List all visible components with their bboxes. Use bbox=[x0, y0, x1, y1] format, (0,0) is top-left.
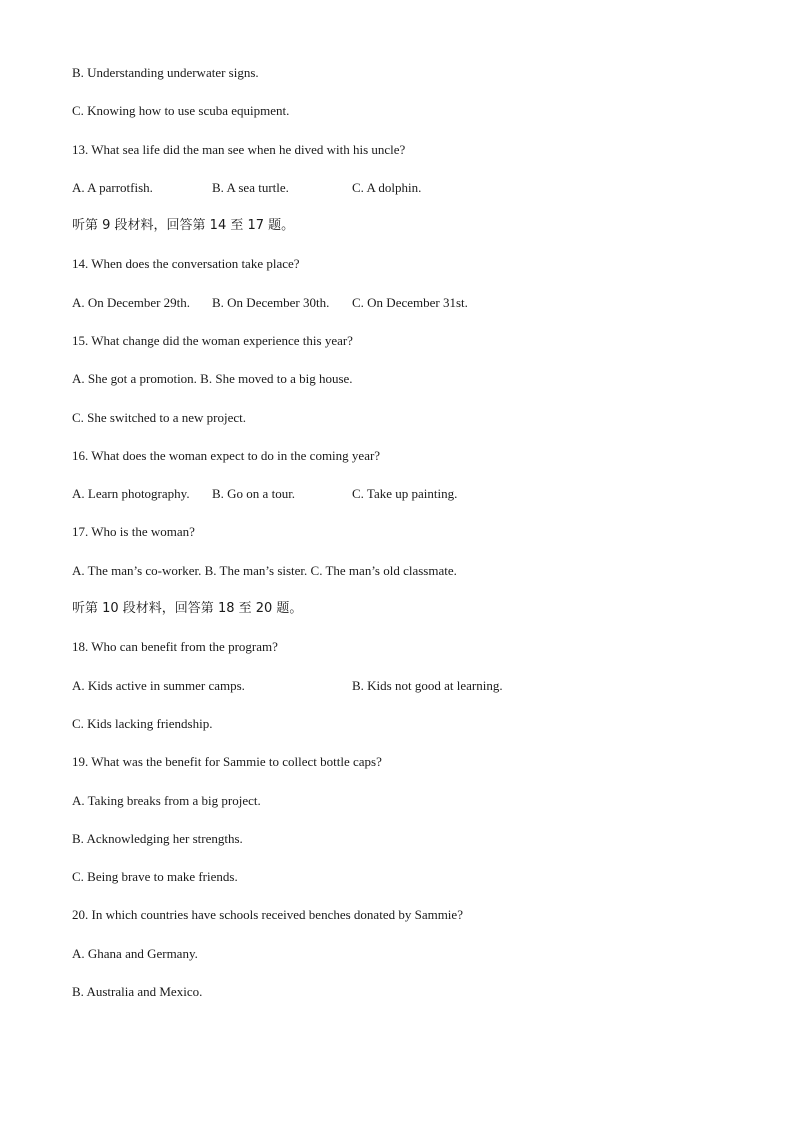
q19-option-a: A. Taking breaks from a big project. bbox=[72, 793, 261, 808]
question-14: 14. When does the conversation take place? bbox=[72, 256, 300, 271]
question-19: 19. What was the benefit for Sammie to collect bottle caps? bbox=[72, 754, 382, 769]
question-17: 17. Who is the woman? bbox=[72, 524, 195, 539]
question-15: 15. What change did the woman experience this year? bbox=[72, 333, 353, 348]
q12-option-c: C. Knowing how to use scuba equipment. bbox=[72, 103, 290, 118]
q20-option-a: A. Ghana and Germany. bbox=[72, 946, 198, 961]
q18-option-b: B. Kids not good at learning. bbox=[352, 678, 503, 693]
q16-option-b: B. Go on a tour. bbox=[212, 486, 296, 501]
section-9-instruction: 听第 9 段材料，回答第 14 至 17 题。 bbox=[72, 218, 295, 233]
q20-option-b: B. Australia and Mexico. bbox=[72, 984, 203, 999]
question-18: 18. Who can benefit from the program? bbox=[72, 639, 278, 654]
q14-option-c: C. On December 31st. bbox=[352, 295, 468, 310]
q18-option-c: C. Kids lacking friendship. bbox=[72, 716, 213, 731]
section-10-instruction: 听第 10 段材料，回答第 18 至 20 题。 bbox=[72, 601, 303, 616]
q17-options: A. The man’s co-worker. B. The man’s sister. C. The man’s old classmate. bbox=[72, 563, 457, 578]
q13-option-b: B. A sea turtle. bbox=[212, 180, 289, 195]
q18-option-a: A. Kids active in summer camps. bbox=[72, 678, 245, 693]
q15-options-a-b: A. She got a promotion. B. She moved to a big house. bbox=[72, 371, 353, 386]
question-13: 13. What sea life did the man see when he dived with his uncle? bbox=[72, 142, 406, 157]
q15-option-c: C. She switched to a new project. bbox=[72, 410, 247, 425]
q12-option-b: B. Understanding underwater signs. bbox=[72, 65, 259, 80]
question-20: 20. In which countries have schools received benches donated by Sammie? bbox=[72, 907, 463, 922]
q16-option-c: C. Take up painting. bbox=[352, 486, 458, 501]
q14-option-a: A. On December 29th. bbox=[72, 295, 191, 310]
q13-option-c: C. A dolphin. bbox=[352, 180, 422, 195]
q19-option-b: B. Acknowledging her strengths. bbox=[72, 831, 243, 846]
question-16: 16. What does the woman expect to do in the coming year? bbox=[72, 448, 381, 463]
q19-option-c: C. Being brave to make friends. bbox=[72, 869, 238, 884]
q16-option-a: A. Learn photography. bbox=[72, 486, 190, 501]
q14-option-b: B. On December 30th. bbox=[212, 295, 330, 310]
q13-option-a: A. A parrotfish. bbox=[72, 180, 153, 195]
